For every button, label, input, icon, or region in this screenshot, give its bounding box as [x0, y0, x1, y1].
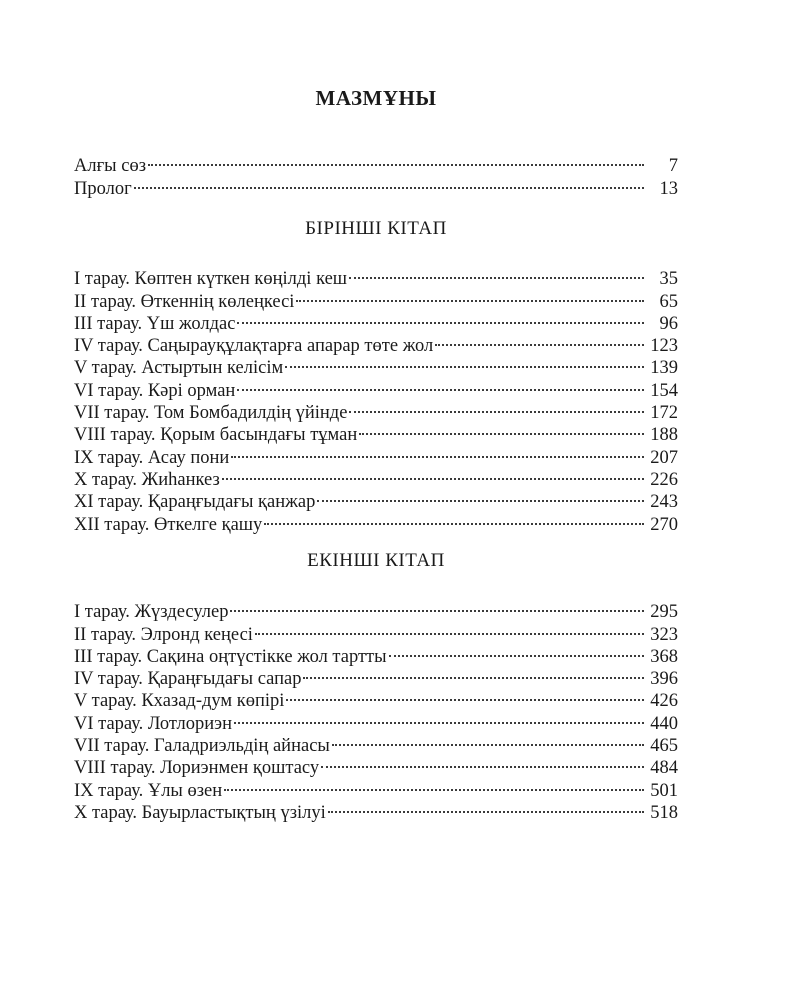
dot-leader — [389, 640, 646, 662]
dot-leader — [359, 418, 646, 440]
toc-entry-page: 243 — [650, 492, 678, 513]
toc-entry-page: 368 — [650, 646, 678, 667]
toc-entry-label: V тарау. Кхазад-дум көпірі — [74, 691, 285, 712]
book1-list — [74, 262, 678, 535]
toc-entry-page: 484 — [650, 758, 678, 779]
toc-entry-label: VI тарау. Кәрі орман — [74, 380, 236, 401]
dot-leader — [230, 595, 646, 617]
dot-leader — [435, 329, 646, 351]
toc-entry-page: 154 — [650, 380, 678, 401]
toc-entry-label: XII тарау. Өткелге қашу — [74, 514, 263, 535]
dot-leader — [237, 307, 646, 329]
toc-entry-label: III тарау. Үш жолдас — [74, 313, 236, 334]
dot-leader — [148, 149, 646, 171]
toc-entry[interactable] — [74, 595, 678, 623]
book1-heading: БІРІНШІ КІТАП — [305, 218, 447, 239]
dot-leader — [286, 684, 646, 706]
toc-entry-label: IX тарау. Ұлы өзен — [74, 780, 223, 801]
book2-list — [74, 595, 678, 823]
toc-entry-label: IV тарау. Саңырауқұлақтарға апарар төте жол — [74, 336, 434, 357]
toc-entry-label: IX тарау. Асау пони — [74, 447, 230, 468]
dot-leader — [332, 729, 646, 751]
toc-entry-page: 96 — [659, 313, 678, 334]
toc-entry-page: 123 — [650, 336, 678, 357]
toc-entry-label: I тарау. Көптен күткен көңілді кеш — [74, 269, 348, 290]
toc-entry-page: 188 — [650, 425, 678, 446]
toc-entry-page: 226 — [650, 469, 678, 490]
toc-entry-label: X тарау. Жиһанкез — [74, 469, 220, 490]
dot-leader — [303, 662, 646, 684]
dot-leader — [328, 796, 646, 818]
toc-entry-page: 35 — [659, 269, 678, 290]
toc-entry-page: 172 — [650, 403, 678, 424]
dot-leader — [224, 773, 646, 795]
dot-leader — [255, 617, 646, 639]
toc-entry-label: XI тарау. Қараңғыдағы қанжар — [74, 492, 316, 513]
toc-entry-label: Алғы сөз — [74, 156, 147, 177]
toc-entry-page: 465 — [650, 736, 678, 757]
toc-entry-label: II тарау. Өткеннің көлеңкесі — [74, 291, 295, 312]
toc-entry-label: I тарау. Жүздесулер — [74, 602, 229, 623]
dot-leader — [231, 440, 646, 462]
dot-leader — [349, 396, 646, 418]
toc-entry-label: VIII тарау. Қорым басындағы тұман — [74, 425, 358, 446]
page-title: МАЗМҰНЫ — [315, 86, 437, 110]
toc-entry-label: III тарау. Сақина оңтүстікке жол тартты — [74, 646, 387, 667]
toc-entry-label: VII тарау. Галадриэльдің айнасы — [74, 736, 330, 757]
dot-leader — [237, 373, 646, 395]
dot-leader — [264, 507, 646, 529]
toc-entry-page: 270 — [650, 514, 678, 535]
toc-page — [74, 0, 678, 1000]
toc-entry-label: VIII тарау. Лориэнмен қоштасу — [74, 758, 320, 779]
toc-entry-label: V тарау. Астыртын келісім — [74, 358, 284, 379]
front-matter-list — [74, 149, 678, 199]
toc-entry-page: 501 — [650, 780, 678, 801]
toc-entry-page: 295 — [650, 602, 678, 623]
dot-leader — [321, 751, 646, 773]
toc-entry-label: X тарау. Бауырластықтың үзілуі — [74, 802, 326, 823]
toc-entry-page: 440 — [650, 713, 678, 734]
toc-entry[interactable] — [74, 262, 678, 290]
dot-leader — [222, 463, 646, 485]
toc-entry-label: IV тарау. Қараңғыдағы сапар — [74, 669, 302, 690]
toc-entry-page: 323 — [650, 624, 678, 645]
dot-leader — [349, 262, 646, 284]
toc-entry[interactable] — [74, 171, 678, 199]
toc-entry-page: 426 — [650, 691, 678, 712]
toc-entry-page: 396 — [650, 669, 678, 690]
book2-heading: ЕКІНШІ КІТАП — [307, 550, 445, 571]
toc-entry-page: 207 — [650, 447, 678, 468]
toc-entry-label: Пролог — [74, 178, 132, 199]
toc-entry-page: 65 — [659, 291, 678, 312]
toc-entry-page: 139 — [650, 358, 678, 379]
dot-leader — [234, 706, 646, 728]
toc-entry-label: VII тарау. Том Бомбадилдің үйінде — [74, 403, 348, 424]
toc-entry-label: VI тарау. Лотлориэн — [74, 713, 233, 734]
dot-leader — [285, 351, 646, 373]
dot-leader — [317, 485, 646, 507]
toc-entry-page: 13 — [659, 178, 678, 199]
toc-entry-label: II тарау. Элронд кеңесі — [74, 624, 253, 645]
dot-leader — [296, 284, 646, 306]
toc-entry[interactable] — [74, 149, 678, 177]
dot-leader — [134, 171, 646, 193]
toc-entry-page: 518 — [650, 802, 678, 823]
toc-entry-page: 7 — [668, 156, 678, 177]
